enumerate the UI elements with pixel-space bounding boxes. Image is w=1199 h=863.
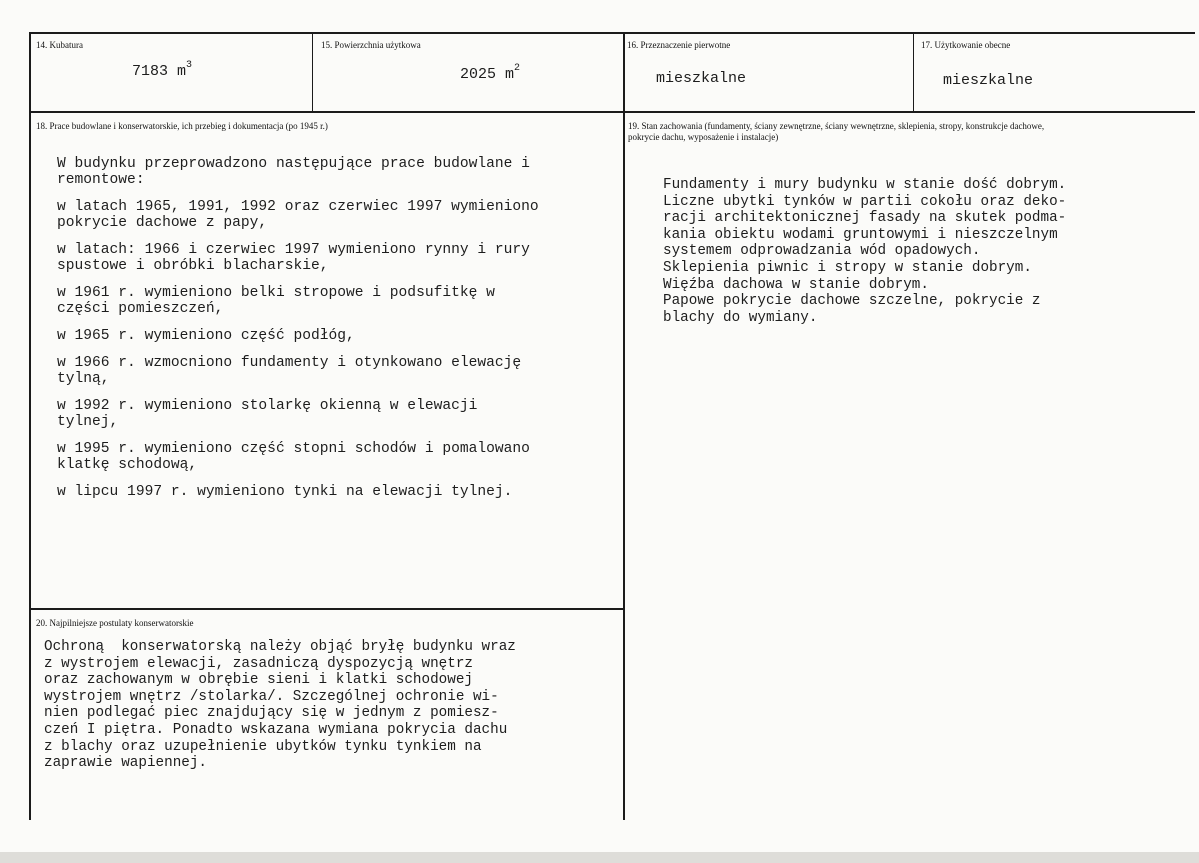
kubatura-value: 7183 $m^3$ <box>132 60 193 80</box>
prace-item: w 1995 r. wymieniono część stopni schodów i pomalowano klatkę schodową, <box>57 441 530 473</box>
powierzchnia-label: 15. Powierzchnia użytkowa <box>321 40 421 50</box>
prace-item: w latach: 1966 i czerwiec 1997 wymieniono rynny i rury spustowe i obróbki blacharskie, <box>57 242 530 274</box>
prace-item: w 1961 r. wymieniono belki stropowe i podsufitkę w części pomieszczeń, <box>57 285 495 317</box>
prace-list <box>57 156 622 500</box>
prace-item: W budynku przeprowadzono następujące prace budowlane i remontowe: <box>57 156 530 188</box>
kubatura-label: 14. Kubatura <box>36 40 83 50</box>
uzytkowanie-value: mieszkalne <box>943 72 1034 89</box>
postulaty-text: Ochroną konserwatorską należy objąć bryłę budynku wraz z wystrojem elewacji, zasadniczą dyspozycją wnętrz oraz zachowanym w obrębie sieni i klatki schodowej wystrojem wnętrz /stolarka/. Szczególnej ochronie wi- nien podlegać piec znajdujący się w jednym z pomiesz- czeń I piętra. Ponadto wskazana wymiana pokrycia dachu z blachy oraz uzupełnienie ubytków tynku tynkiem na zaprawie wapiennej. <box>44 639 516 772</box>
prace-item: w latach 1965, 1991, 1992 oraz czerwiec 1997 wymieniono pokrycie dachowe z papy, <box>57 199 539 231</box>
prace-item: w 1965 r. wymieniono część podłóg, <box>57 328 355 344</box>
prace-item: w 1966 r. wzmocniono fundamenty i otynkowano elewację tylną, <box>57 355 522 387</box>
col-divider-c <box>913 32 914 112</box>
top-border <box>29 32 1195 34</box>
stan-label: 19. Stan zachowania (fundamenty, ściany zewnętrzne, ściany wewnętrzne, sklepienia, stropy, konstrukcje dachowe, pokrycie dachu, wyposażenie i instalacje) <box>628 121 1045 142</box>
stan-text: Fundamenty i mury budynku w stanie dość dobrym. Liczne ubytki tynków w partii cokołu oraz deko- racji architektonicznej fasady na skutek podma- kania obiektu wodami gruntowymi i nieszczelnym systemem odprowadzania wód opadowych. Sklepienia piwnic i stropy w stanie dobrym. Więźba dachowa w stanie dobrym. Papowe pokrycie dachowe szczelne, pokrycie z blachy do wymiany. <box>663 177 1067 326</box>
col-divider-a <box>312 32 313 112</box>
uzytkowanie-label: 17. Użytkowanie obecne <box>921 40 1011 50</box>
postulaty-label: 20. Najpilniejsze postulaty konserwatorskie <box>36 618 194 628</box>
row-divider-2 <box>29 608 624 610</box>
prace-label: 18. Prace budowlane i konserwatorskie, ich przebieg i dokumentacja (po 1945 r.) <box>36 121 328 131</box>
prace-item: w 1992 r. wymieniono stolarkę okienną w elewacji tylnej, <box>57 398 478 430</box>
prace-item: w lipcu 1997 r. wymieniono tynki na elewacji tylnej. <box>57 484 513 500</box>
przeznaczenie-label: 16. Przeznaczenie pierwotne <box>627 40 731 50</box>
scan-edge <box>0 852 1199 863</box>
powierzchnia-value: 2025 $m^2$ <box>460 63 521 83</box>
col-divider-mid <box>623 32 625 820</box>
przeznaczenie-value: mieszkalne <box>656 70 747 87</box>
row-divider-1 <box>29 111 1195 113</box>
left-border <box>29 32 31 820</box>
